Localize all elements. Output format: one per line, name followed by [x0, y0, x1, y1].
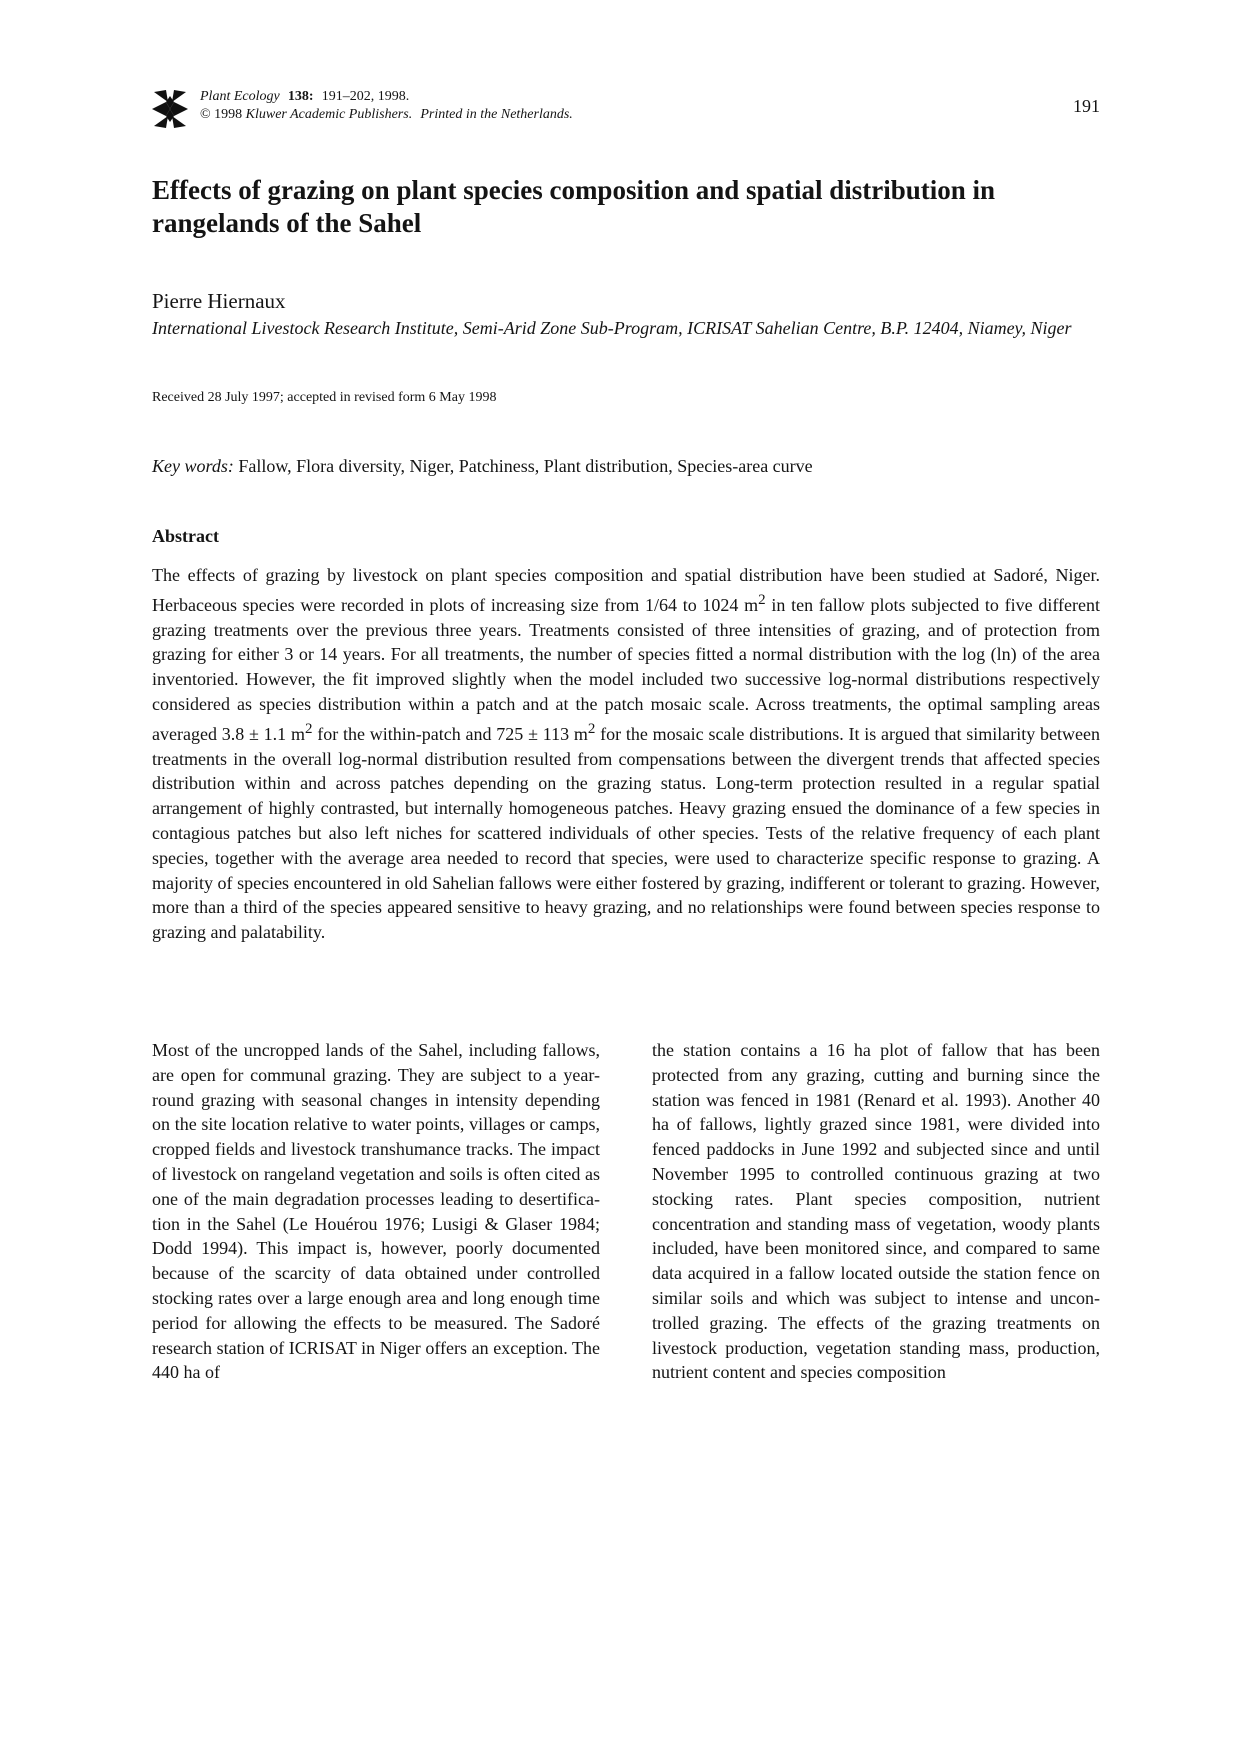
abstract-segment: in ten fallow plots subjected to five different grazing treatments over the previous three years. Treatments consisted of three intensities of grazing, and of protection from grazing for either 3 or 14 years. For all treatments, the number of species fitted a normal distribution with the log (ln) of the area inventoried. However, the fit improved slightly when the model included two successive log-normal distributions respectively considered as species distribution within a patch and at the patch mosaic scale. Across treatments, the optimal sampling areas averaged 3.8 ± 1.1 m — [152, 594, 1100, 744]
keywords — [152, 454, 813, 478]
copyright-line — [200, 106, 573, 124]
abstract-superscript: 2 — [587, 720, 596, 737]
author-affiliation: International Livestock Research Institute, Semi-Arid Zone Sub-Program, ICRISAT Sahelian Centre, B.P. 12404, Niamey, Niger — [152, 318, 1072, 338]
received-dates: Received 28 July 1997; accepted in revised form 6 May 1998 — [152, 390, 497, 405]
journal-volume: 138: — [287, 89, 314, 104]
page-number: 191 — [1073, 96, 1100, 116]
copyright-year: 1998 — [214, 107, 243, 122]
body-right-column: the station contains a 16 ha plot of fallow that has been protected from any grazing, cutting and burning since the station was fenced in 1981 (Renard et al. 1993). Another 40 ha of fallows, lightly grazed since 1981, were divided into fenced paddocks in June 1992 and subjected since and until November 1995 to controlled continuous grazing at two stocking rates. Plant species composition, nutrient concentration and standing mass of vegetation, woody plants included, have been monitored since, and compared to same data acquired in a fallow located outside the station fence on similar soils and which was subject to intense and uncontrolled grazing. The effects of the grazing treatments on livestock production, vegetation standing mass, production, nutrient content and species composition — [652, 1040, 1100, 1383]
abstract-superscript: 2 — [304, 720, 313, 737]
journal-name: Plant Ecology — [200, 89, 280, 104]
publisher-name: Kluwer Academic Publishers. — [245, 107, 413, 122]
citation-line — [200, 88, 573, 106]
keywords-list: Fallow, Flora diversity, Niger, Patchiness, Plant distribution, Species-area curve — [238, 456, 813, 476]
article-title: Effects of grazing on plant species composition and spatial distribution in rangelands of the Sahel — [152, 175, 996, 238]
journal-header — [152, 86, 1100, 136]
copyright-symbol: © — [200, 107, 211, 122]
abstract-segment: for the within-patch and 725 ± 113 m — [312, 723, 588, 744]
printed-note: Printed in the Netherlands. — [420, 107, 573, 122]
journal-citation — [200, 88, 573, 124]
body-left-column: Most of the uncropped lands of the Sahel, including fallows, are open for communal grazing. They are subject to a year-round grazing with seasonal changes in intensity depending on the site location relative to water points, villages or camps, cropped fields and livestock transhumance tracks. The impact of livestock on rangeland vegetation and soils is often cited as one of the main degradation processes leading to desertification in the Sahel (Le Houérou 1976; Lusigi & Glaser 1984; Dodd 1994). This impact is, however, poorly documented because of the scarcity of data obtained under controlled stocking rates over a large enough area and long enough time period for allowing the effects to be measured. The Sadoré research station of ICRISAT in Niger offers an exception. The 440 ha of — [152, 1040, 600, 1383]
journal-pages: 191–202, 1998. — [321, 89, 410, 104]
abstract-segment: The effects of grazing by livestock on plant species composition and spatial distribution have been studied at Sadoré, Niger. Herbaceous species were recorded in plots of increasing size from 1/64 to 1024 m — [152, 565, 1100, 615]
keywords-label: Key words: — [152, 456, 234, 476]
kluwer-logo-icon — [152, 88, 188, 130]
abstract-superscript: 2 — [758, 591, 766, 608]
abstract-segment: for the mosaic scale distributions. It is argued that similarity between treatments in the overall log-normal distribution resulted from compensations between the divergent trends that affected species distribution within and across patches depending on the grazing status. Long-term protection resulted in a regular spatial arrangement of highly contrasted, but internally homogeneous patches. Heavy grazing ensued the dominance of a few species in contagious patches but also left niches for scattered individuals of other species. Tests of the relative frequency of each plant species, together with the average area needed to record that species, were used to characterize specific response to grazing. A majority of species encountered in old Sahelian fallows were either fostered by grazing, indifferent or tolerant to grazing. However, more than a third of the species appeared sensitive to heavy grazing, and no relationships were found between species response to grazing and palatability. — [152, 723, 1100, 943]
abstract-text — [152, 563, 1100, 945]
abstract-heading: Abstract — [152, 526, 219, 546]
author-name: Pierre Hiernaux — [152, 289, 286, 313]
